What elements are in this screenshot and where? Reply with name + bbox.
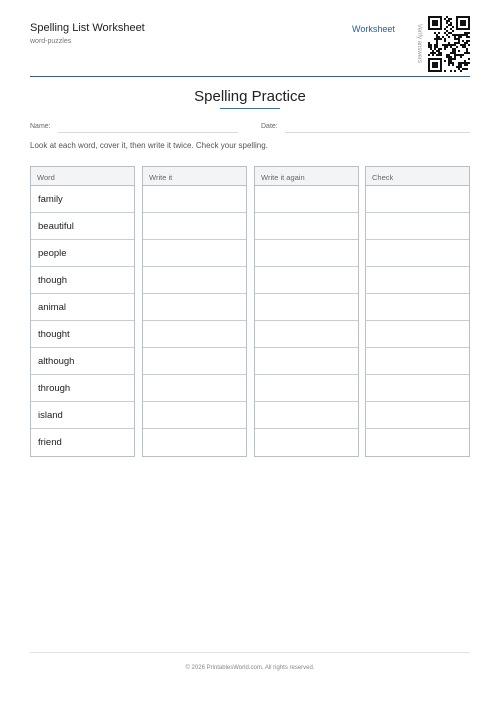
write-it-column bbox=[142, 166, 247, 457]
page-header bbox=[30, 16, 470, 76]
check-cell[interactable] bbox=[366, 402, 469, 429]
write-it-again-cell[interactable] bbox=[255, 294, 358, 321]
write-it-again-cell[interactable] bbox=[255, 402, 358, 429]
name-field[interactable] bbox=[58, 132, 238, 133]
write-it-cell[interactable] bbox=[143, 402, 246, 429]
write-it-cell[interactable] bbox=[143, 375, 246, 402]
column-header-write-it: Write it bbox=[143, 167, 246, 186]
header-divider bbox=[30, 76, 470, 77]
qr-code-icon[interactable] bbox=[428, 16, 470, 72]
word-cell: though bbox=[31, 267, 134, 294]
write-it-again-cell[interactable] bbox=[255, 213, 358, 240]
date-field[interactable] bbox=[285, 132, 470, 133]
write-it-cell[interactable] bbox=[143, 429, 246, 456]
check-cell[interactable] bbox=[366, 348, 469, 375]
word-cell: through bbox=[31, 375, 134, 402]
word-column bbox=[30, 166, 135, 457]
write-it-again-cell[interactable] bbox=[255, 267, 358, 294]
copyright-footer: © 2026 PrintablesWorld.com. All rights reserved. bbox=[185, 665, 315, 671]
write-it-again-cell[interactable] bbox=[255, 348, 358, 375]
check-cell[interactable] bbox=[366, 267, 469, 294]
word-cell: island bbox=[31, 402, 134, 429]
write-it-cell[interactable] bbox=[143, 267, 246, 294]
document-title: Spelling List Worksheet bbox=[30, 22, 145, 34]
verify-answers-label: Verify answers bbox=[416, 24, 422, 64]
date-label: Date: bbox=[261, 123, 278, 130]
check-cell[interactable] bbox=[366, 213, 469, 240]
check-cell[interactable] bbox=[366, 321, 469, 348]
document-subtitle: word-puzzles bbox=[30, 38, 72, 45]
name-label: Name: bbox=[30, 123, 51, 130]
write-it-cell[interactable] bbox=[143, 186, 246, 213]
check-cell[interactable] bbox=[366, 429, 469, 456]
check-cell[interactable] bbox=[366, 375, 469, 402]
write-it-again-cell[interactable] bbox=[255, 375, 358, 402]
check-cell[interactable] bbox=[366, 294, 469, 321]
footer-divider bbox=[30, 652, 470, 653]
title-underline bbox=[220, 108, 280, 109]
write-it-cell[interactable] bbox=[143, 240, 246, 267]
column-header-word: Word bbox=[31, 167, 134, 186]
page-title: Spelling Practice bbox=[194, 88, 306, 105]
write-it-again-cell[interactable] bbox=[255, 321, 358, 348]
word-cell: people bbox=[31, 240, 134, 267]
write-it-cell[interactable] bbox=[143, 321, 246, 348]
write-it-cell[interactable] bbox=[143, 348, 246, 375]
write-it-again-cell[interactable] bbox=[255, 429, 358, 456]
write-it-again-cell[interactable] bbox=[255, 240, 358, 267]
word-cell: thought bbox=[31, 321, 134, 348]
column-header-check: Check bbox=[366, 167, 469, 186]
document-type-label: Worksheet bbox=[352, 24, 395, 34]
instructions-text: Look at each word, cover it, then write it twice. Check your spelling. bbox=[30, 141, 268, 150]
check-cell[interactable] bbox=[366, 186, 469, 213]
check-column bbox=[365, 166, 470, 457]
word-cell: beautiful bbox=[31, 213, 134, 240]
word-cell: family bbox=[31, 186, 134, 213]
write-it-cell[interactable] bbox=[143, 294, 246, 321]
word-cell: animal bbox=[31, 294, 134, 321]
write-it-again-cell[interactable] bbox=[255, 186, 358, 213]
write-it-again-column bbox=[254, 166, 359, 457]
check-cell[interactable] bbox=[366, 240, 469, 267]
column-header-write-it-again: Write it again bbox=[255, 167, 358, 186]
word-cell: friend bbox=[38, 437, 62, 448]
word-cell: although bbox=[31, 348, 134, 375]
write-it-cell[interactable] bbox=[143, 213, 246, 240]
